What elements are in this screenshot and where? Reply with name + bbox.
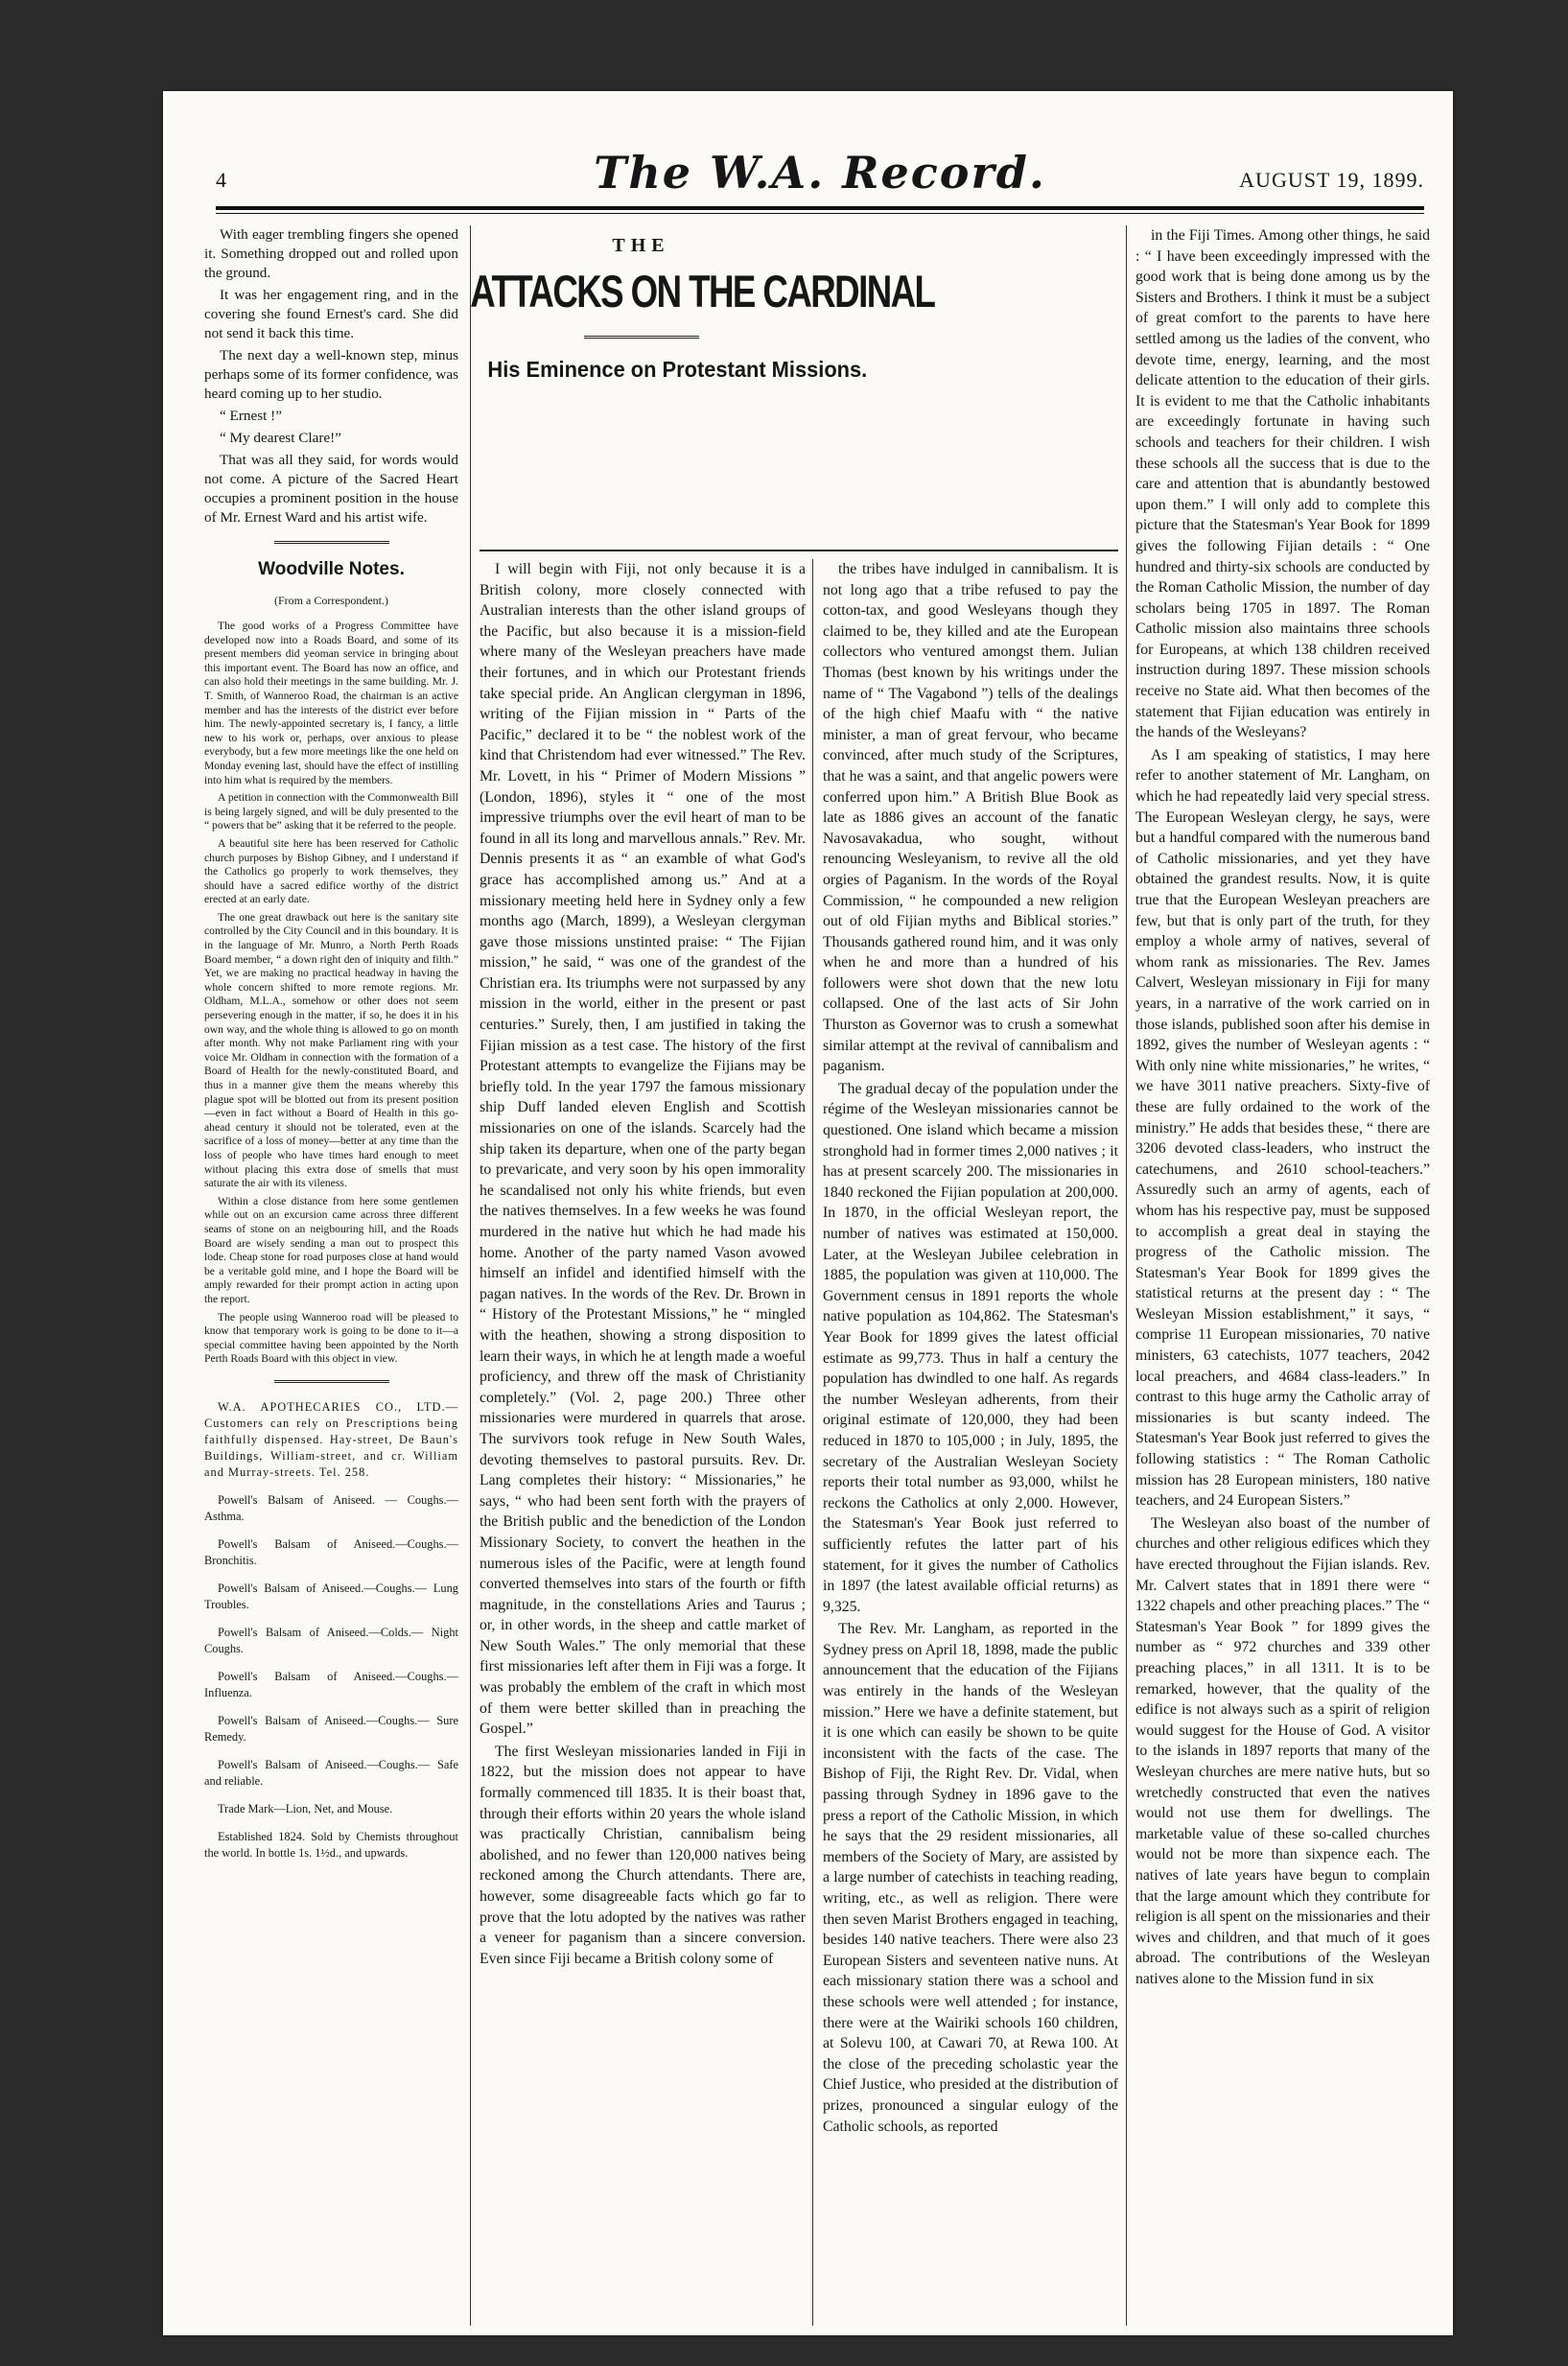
ad-balsam: Powell's Balsam of Aniseed.—Coughs.— Bronchitis. [204,1536,458,1567]
column-divider [470,225,471,2326]
article-paragraph: in the Fiji Times. Among other things, he said : “ I have been exceedingly impressed with the good work that is being done among us by the Sisters and Brothers. I think it must be a subject of great comfort to the parents to have here settled among us the ladies of the convent, who devote time, energy, learning, and the most delicate attention to the education of their girls. It is evident to me that the Catholic inhabitants are exceedingly fortunate in having such schools and teachers for their children. I wish these schools all the success that is due to the care and attention that is abundantly bestowed upon them.” I will only add to complete this picture that the Statesman's Year Book for 1899 gives the following Fijian details : “ One hundred and thirty-six schools are conducted by the Roman Catholic Mission, the number of day scholars being 1705 in 1897. The Roman Catholic mission also maintains three schools for Europeans, at which 138 children received instruction during 1897. These mission schools receive no State aid. What then becomes of the statement that Fijian education was entirely in the hands of the Wesleyans? [1135,227,1430,741]
ad-balsam: Powell's Balsam of Aniseed.—Coughs.— Lung Troubles. [204,1581,458,1611]
article-paragraph: I will begin with Fiji, not only because it is a British colony, more closely connected with Australian interests than the other island groups of the Pacific, but also because it is a mission-field where many of the Wesleyan preachers have made their fortunes, and in which our Protestant friends take special pride. An Anglican clergyman in 1896, writing of the Fijian mission in “ Parts of the Pacific,” declared it to be “ the noblest work of the kind that Christendom had ever witnessed.” The Rev. Mr. Lovett, in his “ Primer of Modern Missions ” (London, 1896), styles it “ one of the most impressive triumphs over the evil heart of man to be found in all its long and marvellous annals.” Rev. Mr. Dennis presents it as “ an examble of what God's grace has accomplished among us.” And at a missionary meeting held here in Sydney only a few months ago (March, 1899), a Wesleyan clergyman gave those missions unstinted praise: “ The Fijian mission,” he said, “ was one of the grandest of the Christian era. Its triumphs were not surpassed by any mission in the world, either in the present or past centuries.” Surely, then, I am justified in taking the Fijian mission as a test case. The history of the first Protestant attempts to evangelize the Fijians may be briefly told. In the year 1797 the famous missionary ship Duff landed eleven English and Scottish missionaries on one of the islands. Scarcely had the ship taken its departure, when one of the party began to prevaricate, and very soon by his open immorality he scandalised not only his white friends, but even the natives themselves. In a few weeks he was found murdered in the native hut which he had made his home. Another of the party named Vason avowed himself an infidel and identified himself with the pagan natives. In the words of the Rev. Dr. Brown in “ History of the Protestant Missions,” he “ mingled with the heathen, showing a strong disposition to learn their ways, in which he at length made a woeful proficiency, and threw off the mask of Christianity completely.” (Vol. 2, page 200.) Three other missionaries were murdered in quarrels that arose. The survivors took refuge in New South Wales, devoting themselves to pastoral pursuits. Rev. Dr. Lang completes their history: “ Missionaries,” he says, “ who had been sent forth with the prayers of the British public and the benediction of the London Missionary Society, to convert the heathen in the numerous isles of the Pacific, were at length found converted themselves into stars of the fourth or fifth magnitude, in the constellations Aries and Taurus ; or, in other words, in the sheep and cattle market of New South Wales.” The only memorial that these first missionaries left after them in Fiji was a forge. It was probably the emblem of the craft in which most of them were better skilled than in preaching the Gospel.” [480,561,806,1738]
ad-trade-mark: Trade Mark—Lion, Net, and Mouse. [218,1801,393,1815]
ad-balsam: Powell's Balsam of Aniseed. — Coughs.— Asthma. [204,1492,458,1523]
masthead [216,147,1424,206]
article-paragraph: The gradual decay of the population under the régime of the Wesleyan missionaries cannot be questioned. One island which became a mission stronghold had in former times 2,000 natives ; it has at present scarcely 200. The missionaries in 1840 reckoned the Fijian population at 200,000. In 1870, in the official Wesleyan report, the number of natives was estimated at 150,000. Later, at the Wesleyan Jubilee celebration in 1885, the population was given at 110,000. The Government census in 1891 reports the whole native population as 104,862. The Statesman's Year Book for 1899 gives the latest official estimate as 99,773. Thus in half a century the population has dwindled to one half. As regards the number Wesleyan adherents, from their original estimate of 120,000, they had been reduced in 1870 to 105,000 ; in July, 1895, the secretary of the Australian Wesleyan Society reports their total number as 93,000, whilst he reckons the Catholics at only 2,000. However, the Statesman's Year Book just referred to sufficiently refutes the latter part of his statement, for it gives the number of Catholics in 1897 (the latest available official returns) as 9,325. [823,1080,1118,1615]
notes-paragraph: Within a close distance from here some gentlemen while out on an excursion came across three different seams of stone on an neigbouring hill, and the Roads Board are wisely sending a man out to prospect this lode. Cheap stone for road purposes close at hand would be a veritable gold mine, and I hope the Board will be amply rewarded for their prompt action in acting upon the report. [204,1194,458,1305]
article-paragraph: As I am speaking of statistics, I may here refer to another statement of Mr. Langham, on which he had repeatedly laid very special stress. The European Wesleyan clergy, he says, were but a handful compared with the numerous band of Catholic missionaries, and yet they have obtained the grandest results. Now, it is quite true that the European Wesleyan preachers are few, but that is only part of the truth, for they employ a whole army of natives, several of whom rank as missionaries. The Rev. James Calvert, Wesleyan missionary in Fiji for many years, in a narrative of the work carried on in those islands, published soon after his demise in 1892, gives the number of Wesleyan agents : “ With only nine white missionaries,” he writes, “ we have 3011 native preachers. Sixty-five of these are fully ordained to the work of the ministry.” He adds that besides these, “ there are 3206 devoted class-leaders, who instruct the catechumens, and 2610 school-teachers.” Assuredly such an army of agents, each of whom has his respective pay, must be supposed to accomplish a great deal in staying the progress of the Catholic mission. The Statesman's Year Book for 1899 gives the statistical returns at the present day : “ The Wesleyan Mission establishment,” it says, “ comprise 11 European missionaries, 70 native ministers, 63 catechists, 1077 teachers, 2042 local preachers, and 4684 class-leaders.” In contrast to this huge army the Catholic array of missionaries is but scanty indeed. The Statesman's Year Book just referred to gives the following statistics : “ The Roman Catholic mission has 28 European ministers, 180 native teachers, and 24 European Sisters.” [1135,746,1430,1510]
section-divider [274,1380,389,1386]
headline-kicker: THE [612,235,670,256]
article-column-4 [1135,225,1430,1991]
notes-paragraph: A petition in connection with the Commonwealth Bill is being largely signed, and will be duly presented to the “ powers that be” asking that it be referred to the people. [204,791,458,832]
ad-balsam: Powell's Balsam of Aniseed.—Colds.— Night Coughs. [204,1625,458,1655]
story-paragraph: “ Ernest !” [220,408,282,424]
article-paragraph: The Rev. Mr. Langham, as reported in the Sydney press on April 18, 1898, made the public announcement that the education of the Fijians was entirely in the hands of the Wesleyan mission.” Here we have a definite statement, but it is one which can easily be shown to be quite inconsistent with the facts of the case. The Bishop of Fiji, the Right Rev. Dr. Vidal, when passing through Sydney in 1896 gave to the press a report of the Catholic Mission, in which he says that the 29 resident missionaries, all members of the Society of Mary, are assisted by a large number of catechists in teaching reading, writing, etc., as well as religion. There were then seven Marist Brothers engaged in teaching, besides 140 native teachers. There were also 23 European Sisters and seventeen native nuns. At each missionary station there was a school and these schools were well attended ; for instance, there were at the Wairiki schools 160 children, at Solevu 100, at Cawari 70, at Rewa 100. At the close of the preceding scholastic year the Chief Justice, who presided at the distribution of prizes, pronounced a singular eulogy of the Catholic schools, as reported [823,1621,1119,2135]
article-subheadline: His Eminence on Protestant Missions. [487,357,868,382]
page-number: 4 [216,168,226,192]
notes-paragraph: The one great drawback out here is the sanitary site controlled by the City Council and in this boundary. It is in the language of Mr. Munro, a North Perth Roads Board member, “ a down right den of iniquity and filth.” Yet, we are making no practical headway in having the whole concern shifted to more remote regions. Mr. Oldham, M.L.A., somehow or other does not seem persevering enough in the matter, if so, he does it in his own way, and the whole thing is allowed to go on month after month. Why not make Parliament ring with your voice Mr. Oldham in connection with the formation of a Board of Health for the newly-constituted Board, and thus in a manner give them the means whereby this plague spot will be blotted out from its present position—even in fact without a Board of Health in this go-ahead century it should not be tolerated, even at the sacrifice of a loss of money—better at any time than the loss of people who have times hard enough to meet without placing this extra dose of smells that must saturate the air with its vileness. [204,910,458,1190]
section-title: Woodville Notes. [258,559,405,579]
story-paragraph: That was all they said, for words would not come. A picture of the Sacred Heart occupies a prominent position in the house of Mr. Ernest Ward and his artist wife. [204,452,458,526]
article-headline-block [470,225,935,383]
section-byline: (From a Correspondent.) [274,594,388,607]
notes-paragraph: The people using Wanneroo road will be pleased to know that temporary work is going to be done to it—a special committee having been appointed by the North Perth Roads Board with this object in view. [204,1310,458,1366]
ad-balsam: Powell's Balsam of Aniseed.—Coughs.— Safe and reliable. [204,1757,458,1788]
newspaper-title: The W.A. Record. [594,147,1046,199]
column-divider [812,559,813,2326]
story-paragraph: It was her engagement ring, and in the covering she found Ernest's card. She did not send it back this time. [204,287,458,341]
headline-divider [584,336,699,341]
article-paragraph: The Wesleyan also boast of the number of churches and other religious edifices which they have erected throughout the Fijian islands. Rev. Mr. Calvert states that in 1891 there were “ 1322 chapels and other preaching places.” The “ Statesman's Year Book ” for 1899 gives the number as “ 972 churches and 339 other preaching places,” in all 1311. It is to be remarked, however, that the quality of the edifice is not always such as a spirit of religion would suggest for the House of God. A visitor to the islands in 1897 reports that many of the Wesleyan churches are mere native huts, but so wretchedly constructed that even the natives would not use them for dwellings. The marketable value of these so-called churches would not be more than sixpence each. The natives of late years have begun to complain that the large amount which they contribute for religion is all spent on the missionaries and their wives and children, and that much of it goes abroad. The contributions of the Wesleyan natives alone to the Mission fund in six [1135,1514,1430,1987]
headline-bottom-rule [480,550,1118,551]
column-1 [204,225,458,1873]
ad-balsam: Powell's Balsam of Aniseed.—Coughs.— Influenza. [204,1669,458,1699]
story-paragraph: “ My dearest Clare!” [220,430,341,446]
advertisements [204,1399,458,1862]
notes-paragraph: The good works of a Progress Committee have developed now into a Roads Board, and some of its present members did yeoman service in bringing about this important event. The Board has now an office, and can also hold their meetings in the same building. Mr. J. T. Smith, of Wanneroo Road, the chairman is an active member and has the interests of the district ever before him. The newly-appointed secretary is, I fancy, a little new to his work or, perhaps, over anxious to please everybody, but a few more meetings like the one held on Monday evening last, should have the effect of instilling into him what is required by the members. [204,620,458,786]
masthead-rule [216,206,1424,210]
masthead-rule-thin [216,213,1424,214]
woodville-notes [204,620,458,1367]
story-paragraph: The next day a well-known step, minus perhaps some of its former confidence, was heard coming up to her studio. [204,347,458,402]
article-column-3 [823,559,1118,2139]
article-column-2 [480,559,806,1971]
notes-paragraph: A beautiful site here has been reserved for Catholic church purposes by Bishop Gibney, and I understand if the Catholics go properly to work themselves, they should have a sacred edifice worthy of the district erected at an early date. [204,836,458,906]
article-paragraph: the tribes have indulged in cannibalism. It is not long ago that a tribe refused to pay the cotton-tax, and good Wesleyans though they claimed to be, they killed and ate the European collectors who ventured amongst them. Julian Thomas (best known by his writings under the name of “ The Vagabond ”) tells of the dealings of the high chief Maafu with “ the native minister, a man of great fervour, who became convinced, after much study of the Scriptures, that he was a saint, and that angelic powers were conferred upon him.” A British Blue Book as late as 1886 gives an account of the fanatic Navosavakadua, who sought, without renouncing Wesleyanism, to revive all the old orgies of Paganism. In the words of the Royal Commission, “ he compounded a new religion out of old Fijian myths and Biblical stories.” Thousands gathered round him, and it was only when he and more than a hundred of his followers were shot down that the new lotu collapsed. One of the last acts of Sir John Thurston as Governor was to crush a somewhat similar attempt at the revival of cannibalism and paganism. [823,561,1118,1075]
section-divider [274,541,389,547]
ad-established: Established 1824. Sold by Chemists throughout the world. In bottle 1s. 1½d., and upwards. [204,1829,458,1860]
story-paragraph: With eager trembling fingers she opened it. Something dropped out and rolled upon the ground. [204,226,458,281]
issue-date: AUGUST 19, 1899. [1239,168,1424,192]
ad-apothecaries: W.A. APOTHECARIES CO., LTD.— Customers can rely on Prescriptions being faithfully dispensed. Hay-street, De Baun's Buildings, William-street, and cr. William and Murray-streets. Tel. 258. [204,1399,458,1479]
story-ending [204,225,458,527]
newspaper-page [163,91,1453,2335]
article-headline: ATTACKS ON THE CARDINAL [470,266,935,316]
ad-balsam: Powell's Balsam of Aniseed.—Coughs.— Sure Remedy. [204,1713,458,1744]
article-paragraph: The first Wesleyan missionaries landed in Fiji in 1822, but the mission does not appear to have formally commenced till 1835. It is their boast that, through their efforts within 20 years the whole island was practically Christian, cannibalism being abolished, and no fewer than 120,000 natives being reckoned among the Church attendants. There are, however, some disagreeable facts which go far to prove that the lotu adopted by the natives was rather a veneer for paganism than a sincere conversion. Even since Fiji became a British colony some of [480,1743,806,1967]
column-divider [1126,225,1127,2326]
